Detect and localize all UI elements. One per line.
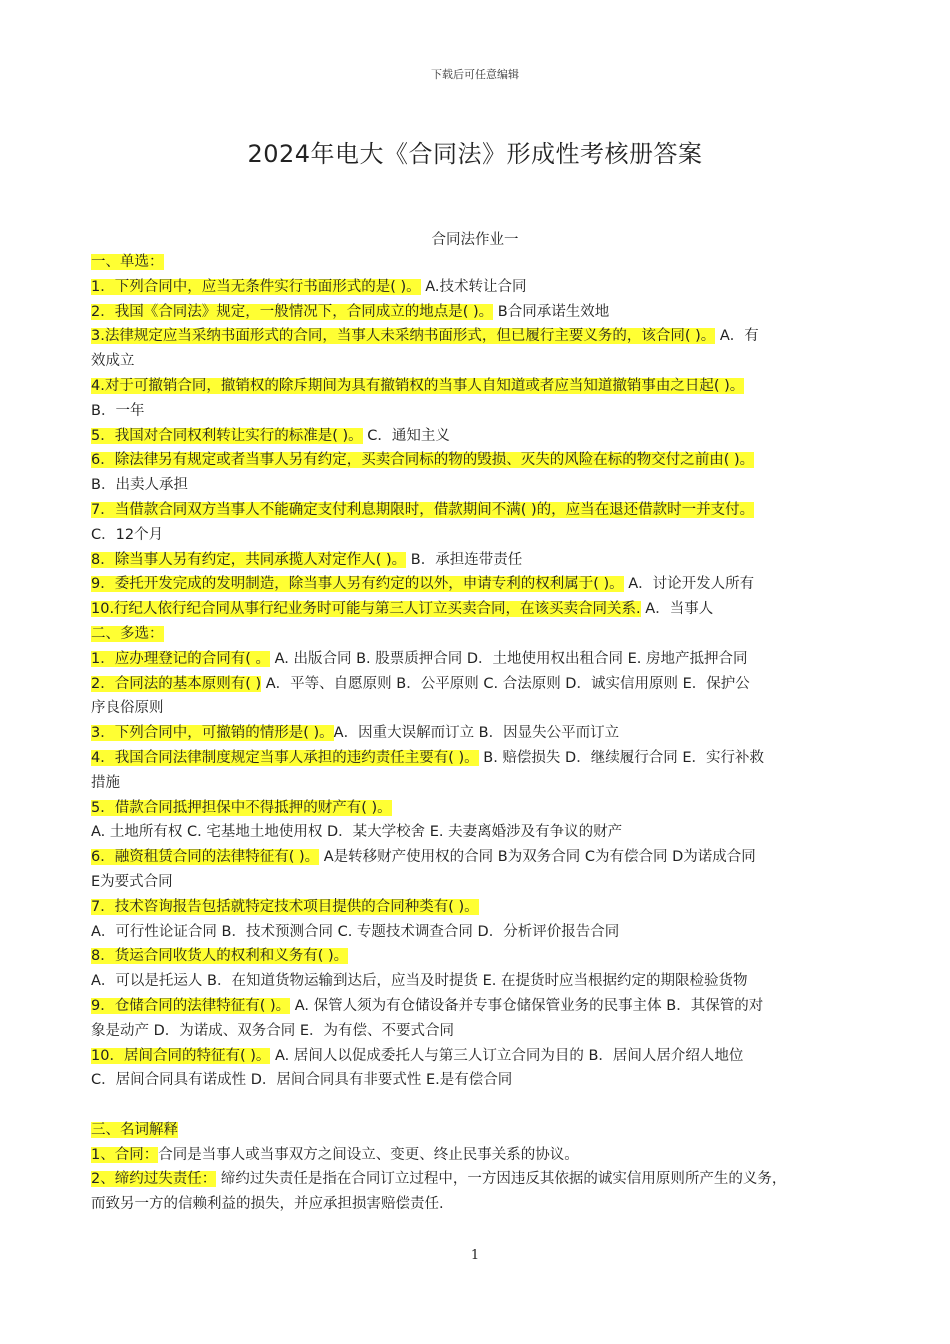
answer-text: B合同承诺生效地	[493, 303, 610, 320]
highlighted-text: 一、单选：	[91, 254, 164, 270]
document-title: 2024年电大《合同法》形成性考核册答案	[247, 140, 703, 168]
text-line	[91, 1143, 881, 1168]
highlighted-text: 9．仓储合同的法律特征有( )。	[91, 997, 291, 1014]
page-header: 下载后可任意编辑	[431, 68, 519, 81]
text-line	[91, 1068, 881, 1093]
answer-text: 合同是当事人或当事双方之间设立、变更、终止民事关系的协议。	[158, 1146, 579, 1163]
text-line	[91, 424, 881, 449]
highlighted-text: 4.对于可撤销合同，撤销权的除斥期间为具有撤销权的当事人自知道或者应当知道撤销事由之日起( )。	[91, 377, 745, 394]
text-line	[91, 944, 881, 969]
answer-text: B．一年	[91, 402, 145, 419]
answer-text: 序良俗原则	[91, 700, 164, 717]
text-line	[91, 796, 881, 821]
answer-text: E为要式合同	[91, 873, 173, 890]
answer-text: C．通知主义	[362, 427, 450, 444]
highlighted-text: 1、合同：	[91, 1146, 159, 1163]
text-line	[91, 1167, 881, 1192]
highlighted-text: 9．委托开发完成的发明制造，除当事人另有约定的以外，申请专利的权利属于( )。	[91, 576, 624, 593]
answer-text: A. 居间人以促成委托人与第三人订立合同为目的 B．居间人居介绍人地位	[270, 1047, 744, 1064]
text-line	[91, 969, 881, 994]
text-line	[91, 696, 881, 721]
answer-text: 而致另一方的信赖利益的损失，并应承担损害赔偿责任.	[91, 1196, 444, 1213]
text-line	[91, 250, 881, 275]
answer-text: 缔约过失责任是指在合同订立过程中，一方因违反其依据的诚实信用原则所产生的义务，	[216, 1171, 787, 1188]
answer-text: 效成立	[91, 353, 135, 370]
text-line	[91, 820, 881, 845]
text-line	[91, 721, 881, 746]
answer-text: B. 赔偿损失 D．继续履行合同 E．实行补救	[478, 749, 764, 766]
highlighted-text: 5．我国对合同权利转让实行的标准是( )。	[91, 427, 363, 444]
section-subtitle: 合同法作业一	[431, 232, 519, 248]
answer-text: A.技术转让合同	[420, 278, 527, 295]
text-line	[91, 448, 881, 473]
highlighted-text: 1．下列合同中，应当无条件实行书面形式的是( )。	[91, 278, 421, 295]
answer-text: A. 保管人须为有仓储设备并专事仓储保管业务的民事主体 B．其保管的对	[290, 997, 764, 1014]
highlighted-text: 7．技术咨询报告包括就特定技术项目提供的合同种类有( )。	[91, 898, 479, 915]
text-line	[91, 473, 881, 498]
highlighted-text: 5．借款合同抵押担保中不得抵押的财产有( )。	[91, 799, 392, 816]
text-line	[91, 548, 881, 573]
answer-text: A．当事人	[640, 601, 714, 618]
text-line	[91, 845, 881, 870]
text-line	[91, 572, 881, 597]
answer-text: B．出卖人承担	[91, 477, 188, 494]
blank-line	[91, 1093, 881, 1118]
answer-text: C．12个月	[91, 526, 164, 543]
highlighted-text: 3．下列合同中，可撤销的情形是( )。	[91, 725, 334, 742]
text-line	[91, 1044, 881, 1069]
highlighted-text: 3.法律规定应当采纳书面形式的合同，当事人未采纳书面形式，但已履行主要义务的，该合同( )。	[91, 328, 716, 345]
answer-text: 措施	[91, 774, 120, 791]
highlighted-text: 2、缔约过失责任：	[91, 1171, 217, 1188]
text-line	[91, 622, 881, 647]
answer-text: A. 土地所有权 C. 宅基地土地使用权 D．某大学校舍 E. 夫妻离婚涉及有争议的财产	[91, 824, 623, 841]
highlighted-text: 10.行纪人依行纪合同从事行纪业务时可能与第三人订立买卖合同，在该买卖合同关系.	[91, 601, 641, 618]
highlighted-text: 二、多选：	[91, 625, 164, 642]
answer-text: A．可以是托运人 B．在知道货物运输到达后，应当及时提货 E. 在提货时应当根据约定的期限检验货物	[91, 973, 748, 990]
highlighted-text: 2．我国《合同法》规定，一般情况下，合同成立的地点是( )。	[91, 303, 494, 320]
answer-text: A．因重大误解而订立 B．因显失公平而订立	[333, 725, 620, 742]
highlighted-text: 10．居间合同的特征有( )。	[91, 1047, 271, 1064]
highlighted-text: 6．除法律另有规定或者当事人另有约定，买卖合同标的物的毁损、灭失的风险在标的物交付之前由( )。	[91, 452, 755, 469]
text-line	[91, 300, 881, 325]
highlighted-text: 2．合同法的基本原则有( )	[91, 675, 262, 692]
answer-text: C．居间合同具有诺成性 D．居间合同具有非要式性 E.是有偿合同	[91, 1072, 513, 1089]
highlighted-text: 1．应办理登记的合同有( 。	[91, 650, 270, 667]
highlighted-text: 4．我国合同法律制度规定当事人承担的违约责任主要有( )。	[91, 749, 479, 766]
highlighted-text: 三、名词解释	[91, 1121, 178, 1138]
highlighted-text: 7．当借款合同双方当事人不能确定支付利息期限时，借款期间不满( )的，应当在退还借款时一并支付。	[91, 501, 755, 518]
highlighted-text: 8．货运合同收货人的权利和义务有( )。	[91, 948, 349, 965]
text-line	[91, 324, 881, 349]
answer-text: A．平等、自愿原则 B．公平原则 C. 合法原则 D．诚实信用原则 E．保护公	[261, 675, 750, 692]
text-line	[91, 1192, 881, 1217]
text-line	[91, 498, 881, 523]
text-line	[91, 870, 881, 895]
highlighted-text: 6．融资租赁合同的法律特征有( )。	[91, 849, 320, 866]
text-line	[91, 994, 881, 1019]
text-line	[91, 1118, 881, 1143]
text-line	[91, 771, 881, 796]
answer-text: A. 出版合同 B. 股票质押合同 D．土地使用权出租合同 E. 房地产抵押合同	[270, 650, 748, 667]
document-body	[91, 250, 881, 1217]
text-line	[91, 647, 881, 672]
answer-text: 象是动产 D．为诺成、双务合同 E．为有偿、不要式合同	[91, 1022, 455, 1039]
answer-text: A．讨论开发人所有	[623, 576, 755, 593]
text-line	[91, 672, 881, 697]
answer-text: A．可行性论证合同 B．技术预测合同 C. 专题技术调查合同 D．分析评价报告合同	[91, 923, 620, 940]
text-line	[91, 523, 881, 548]
text-line	[91, 597, 881, 622]
answer-text: B．承担连带责任	[406, 551, 523, 568]
text-line	[91, 349, 881, 374]
text-line	[91, 275, 881, 300]
page-number: 1	[470, 1248, 480, 1263]
text-line	[91, 374, 881, 399]
text-line	[91, 920, 881, 945]
highlighted-text: 8．除当事人另有约定，共同承揽人对定作人( )。	[91, 551, 407, 568]
text-line	[91, 1019, 881, 1044]
text-line	[91, 746, 881, 771]
text-line	[91, 895, 881, 920]
text-line	[91, 399, 881, 424]
answer-text: A是转移财产使用权的合同 B为双务合同 C为有偿合同 D为诺成合同	[319, 849, 756, 866]
answer-text: A．有	[715, 328, 759, 345]
